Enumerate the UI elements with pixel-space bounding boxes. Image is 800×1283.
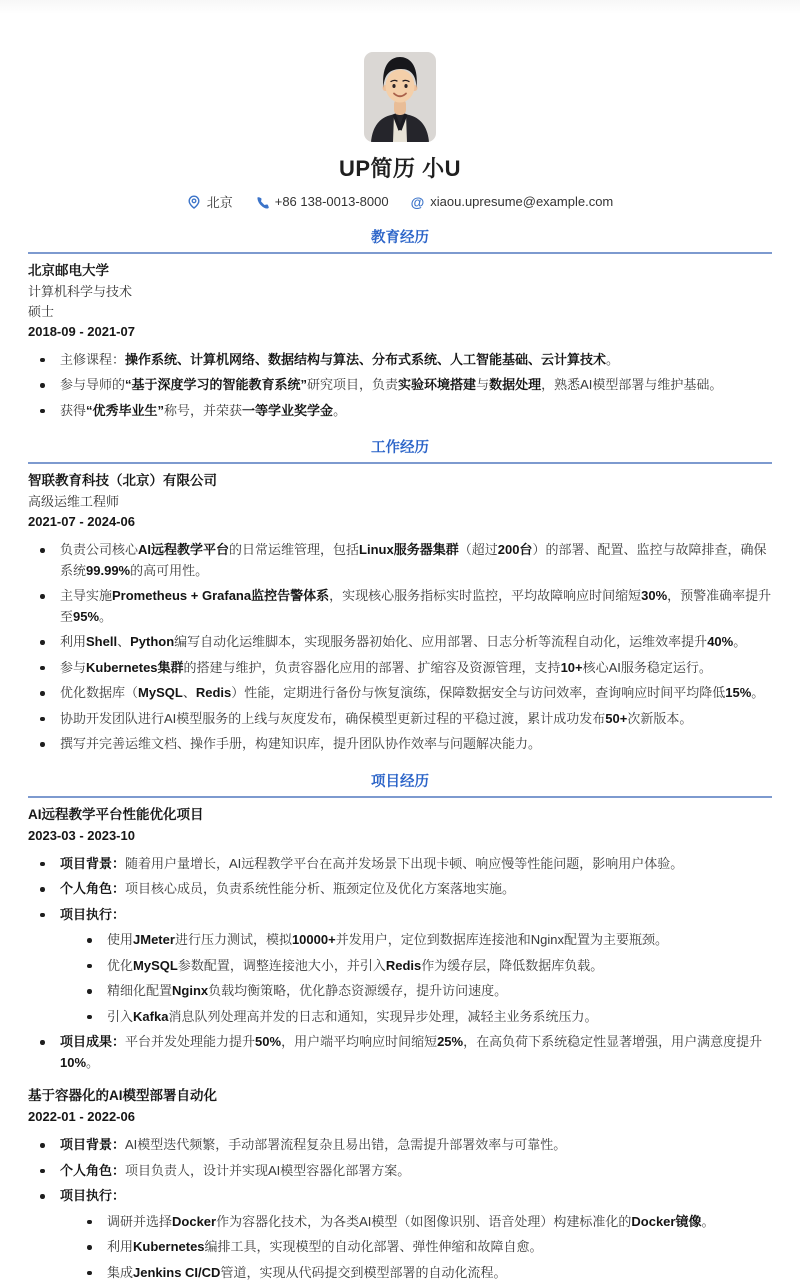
bullet-item: 获得“优秀毕业生”称号，并荣获一等学业奖学金。 <box>28 401 772 422</box>
profile-photo <box>364 52 436 142</box>
entry <box>28 472 772 755</box>
bullet-item: 参与导师的“基于深度学习的智能教育系统”研究项目，负责实验环境搭建与数据处理，熟悉AI模型部署与维护基础。 <box>28 375 772 396</box>
section-entries <box>28 254 772 421</box>
entry-heading: AI远程教学平台性能优化项目 <box>28 806 204 822</box>
resume-sections <box>28 226 772 1283</box>
bullet-item: 项目背景：随着用户量增长，AI远程教学平台在高并发场景下出现卡顿、响应慢等性能问题，影响用户体验。 <box>28 854 772 875</box>
bullet-item: 调研并选择Docker作为容器化技术，为各类AI模型（如图像识别、语音处理）构建标准化的Docker镜像。 <box>28 1212 772 1233</box>
contact-location <box>187 192 233 211</box>
section-entries <box>28 464 772 755</box>
contact-email-text: xiaou.upresume@example.com <box>430 194 614 209</box>
section-projects <box>28 770 772 1283</box>
bullet-list <box>28 350 772 422</box>
bullet-list <box>28 854 772 1074</box>
section-work <box>28 436 772 755</box>
section-title-education: 教育经历 <box>28 226 772 254</box>
location-pin-icon <box>187 195 201 209</box>
resume-header <box>28 0 772 211</box>
entry-date: 2018-09 - 2021-07 <box>28 323 135 339</box>
bullet-item: 利用Shell、Python编写自动化运维脚本，实现服务器初始化、应用部署、日志分析等流程自动化，运维效率提升40%。 <box>28 632 772 653</box>
bullet-item: 个人角色：项目负责人，设计并实现AI模型容器化部署方案。 <box>28 1161 772 1182</box>
entry <box>28 806 772 1074</box>
entry-heading: 基于容器化的AI模型部署自动化 <box>28 1088 217 1104</box>
bullet-list <box>28 540 772 755</box>
bullet-item: 利用Kubernetes编排工具，实现模型的自动化部署、弹性伸缩和故障自愈。 <box>28 1237 772 1258</box>
bullet-item: 项目执行： <box>28 1186 772 1207</box>
bullet-item: 撰写并完善运维文档、操作手册，构建知识库，提升团队协作效率与问题解决能力。 <box>28 734 772 755</box>
entry-date: 2022-01 - 2022-06 <box>28 1109 135 1125</box>
bullet-item: 优化MySQL参数配置，调整连接池大小，并引入Redis作为缓存层，降低数据库负载。 <box>28 956 772 977</box>
bullet-item: 使用JMeter进行压力测试，模拟10000+并发用户，定位到数据库连接池和Nginx配置为主要瓶颈。 <box>28 930 772 951</box>
section-entries <box>28 798 772 1283</box>
bullet-item: 集成Jenkins CI/CD管道，实现从代码提交到模型部署的自动化流程。 <box>28 1263 772 1283</box>
bullet-item: 负责公司核心AI远程教学平台的日常运维管理，包括Linux服务器集群（超过200台）的部署、配置、监控与故障排查，确保系统99.99%的高可用性。 <box>28 540 772 581</box>
entry-subline: 硕士 <box>28 303 55 319</box>
bullet-item: 个人角色：项目核心成员，负责系统性能分析、瓶颈定位及优化方案落地实施。 <box>28 879 772 900</box>
bullet-list <box>28 1135 772 1283</box>
bullet-item: 优化数据库（MySQL、Redis）性能，定期进行备份与恢复演练，保障数据安全与访问效率，查询响应时间平均降低15%。 <box>28 683 772 704</box>
entry-heading: 智联教育科技（北京）有限公司 <box>28 473 217 489</box>
entry-date: 2021-07 - 2024-06 <box>28 514 135 530</box>
contact-phone-text: +86 138-0013-8000 <box>274 194 389 209</box>
section-education <box>28 226 772 421</box>
bullet-item: 协助开发团队进行AI模型服务的上线与灰度发布，确保模型更新过程的平稳过渡，累计成功发布50+次新版本。 <box>28 709 772 730</box>
section-title-projects: 项目经历 <box>28 770 772 798</box>
contact-location-text: 北京 <box>206 195 233 210</box>
bullet-item: 引入Kafka消息队列处理高并发的日志和通知，实现异步处理，减轻主业务系统压力。 <box>28 1007 772 1028</box>
entry-subline: 高级运维工程师 <box>28 494 120 510</box>
entry-heading: 北京邮电大学 <box>28 263 109 278</box>
contact-phone <box>255 194 389 209</box>
bullet-item: 项目执行： <box>28 905 772 926</box>
email-at-icon: @ <box>410 193 425 210</box>
phone-icon <box>255 195 269 209</box>
contact-row <box>28 192 772 211</box>
bullet-item: 项目成果：平台并发处理能力提升50%，用户端平均响应时间缩短25%，在高负荷下系统稳定性显著增强，用户满意度提升10%。 <box>28 1032 772 1073</box>
bullet-item: 主导实施Prometheus + Grafana监控告警体系，实现核心服务指标实时监控，平均故障响应时间缩短30%，预警准确率提升至95%。 <box>28 586 772 627</box>
contact-email <box>411 194 614 209</box>
entry <box>28 262 772 421</box>
candidate-name: UP简历 小U <box>338 156 462 181</box>
entry-date: 2023-03 - 2023-10 <box>28 827 135 843</box>
entry <box>28 1087 772 1283</box>
section-title-work: 工作经历 <box>28 436 772 464</box>
bullet-item: 主修课程：操作系统、计算机网络、数据结构与算法、分布式系统、人工智能基础、云计算技术。 <box>28 350 772 371</box>
entry-subline: 计算机科学与技术 <box>28 283 133 299</box>
bullet-item: 项目背景：AI模型迭代频繁，手动部署流程复杂且易出错，急需提升部署效率与可靠性。 <box>28 1135 772 1156</box>
bullet-item: 参与Kubernetes集群的搭建与维护，负责容器化应用的部署、扩缩容及资源管理，支持10+核心AI服务稳定运行。 <box>28 658 772 679</box>
bullet-item: 精细化配置Nginx负载均衡策略，优化静态资源缓存，提升访问速度。 <box>28 981 772 1002</box>
profile-photo-illustration <box>364 52 436 142</box>
